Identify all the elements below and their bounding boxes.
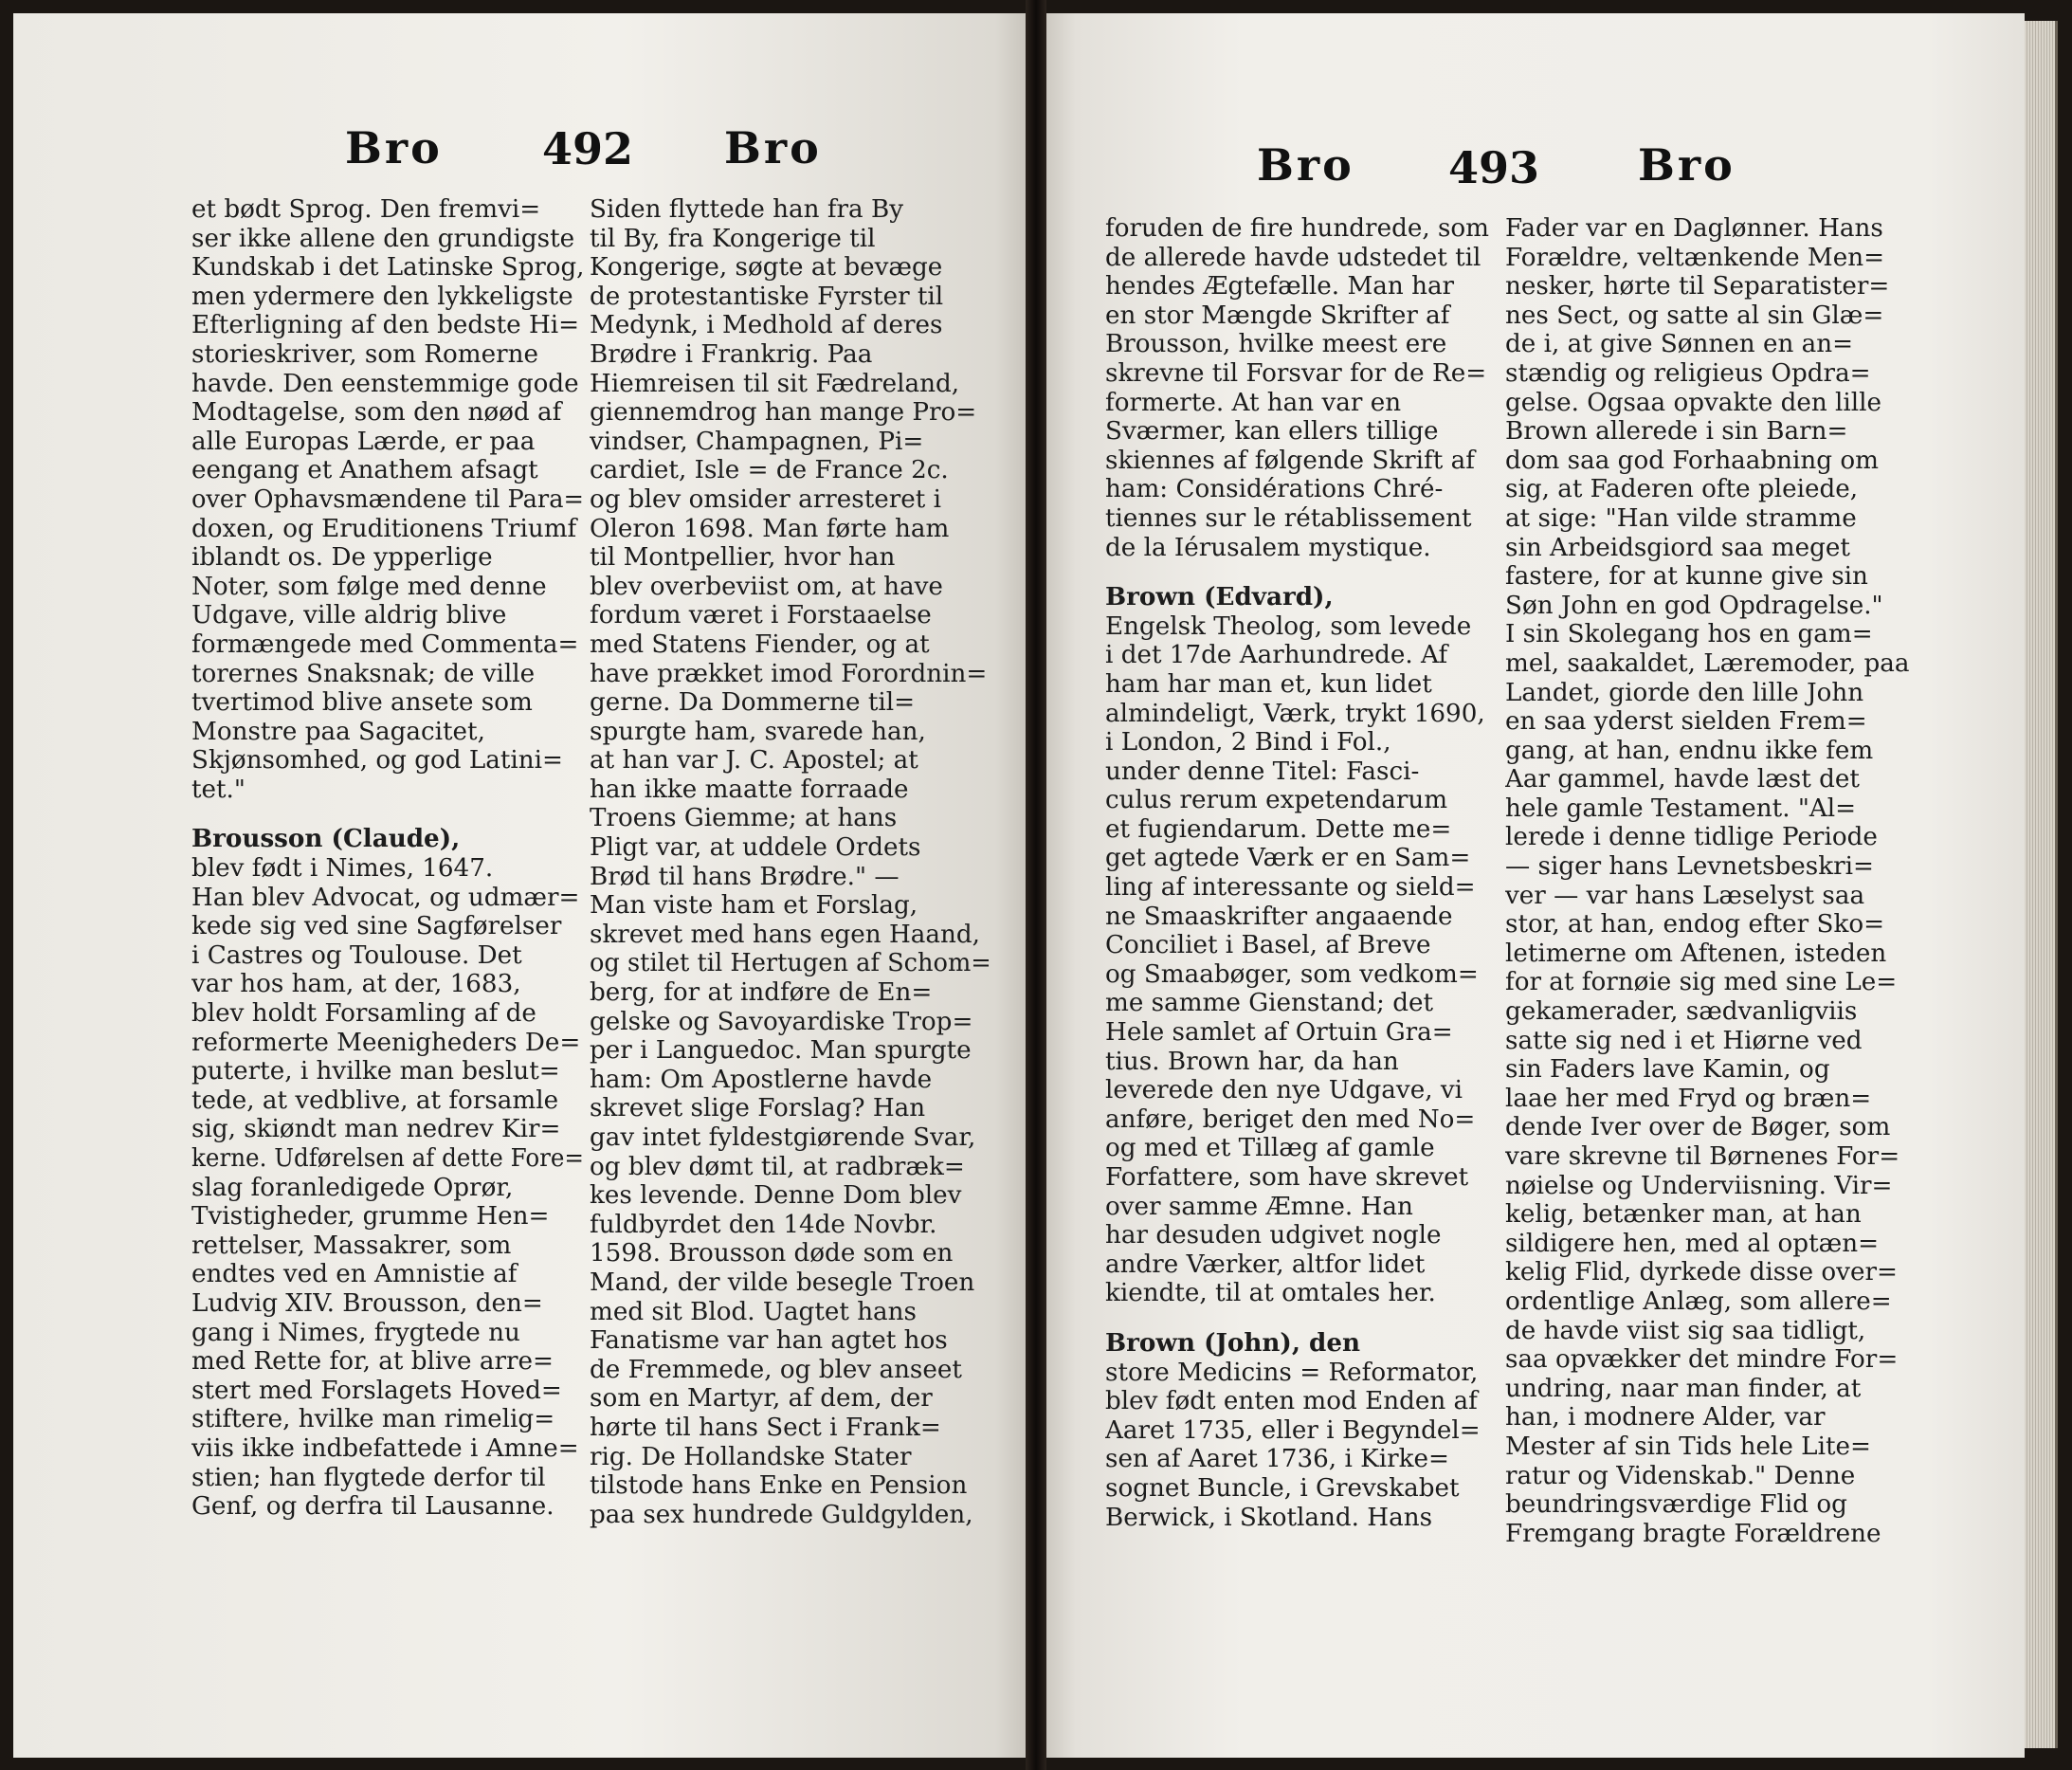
text-line: Efterligning af den bedste Hi= — [191, 311, 580, 340]
text-line: med Statens Fiender, og at — [590, 630, 930, 659]
text-line: kiendte, til at omtales her. — [1105, 1279, 1436, 1308]
right-page-column-2 — [1505, 214, 1979, 1579]
text-line: blev født i Nimes, 1647. — [191, 854, 494, 884]
text-line: nøielse og Underviisning. Vir= — [1505, 1171, 1893, 1200]
text-line: at sige: "Han vilde stramme — [1505, 503, 1857, 533]
text-line: til Montpellier, hvor han — [590, 543, 896, 573]
text-line: over samme Æmne. Han — [1105, 1192, 1413, 1221]
text-line: skrevne til Forsvar for de Re= — [1105, 358, 1487, 388]
text-line: lerede i denne tidlige Periode — [1505, 823, 1878, 852]
text-line: han, i modnere Alder, var — [1505, 1403, 1826, 1432]
text-line: spurgte ham, svarede han, — [590, 717, 926, 746]
text-line: ratur og Videnskab." Denne — [1505, 1461, 1856, 1490]
text-line: tet." — [191, 775, 245, 804]
right-page — [1046, 13, 2025, 1758]
text-line: og Smaabøger, som vedkom= — [1105, 959, 1479, 989]
text-line: Man viste ham et Forslag, — [590, 891, 918, 921]
text-line: og blev dømt til, at radbræk= — [590, 1152, 965, 1181]
left-page-column-2 — [590, 195, 997, 1570]
text-line: kerne. Udførelsen af dette Fore= — [191, 1144, 585, 1173]
text-line: Søn John en god Opdragelse." — [1505, 591, 1883, 620]
text-line: satte sig ned i et Hiørne ved — [1505, 1026, 1863, 1055]
text-line: ham: Om Apostlerne havde — [590, 1065, 933, 1094]
left-page-column-1 — [191, 195, 590, 1570]
text-line: de allerede havde udstedet til — [1105, 243, 1481, 272]
text-line: ordentlige Anlæg, som allere= — [1505, 1286, 1892, 1316]
text-line: ham har man et, kun lidet — [1105, 669, 1432, 699]
text-line: et bødt Sprog. Den fremvi= — [191, 195, 541, 224]
text-line: i det 17de Aarhundrede. Af — [1105, 641, 1448, 670]
text-line: endtes ved en Amnistie af — [191, 1260, 518, 1289]
text-line: nes Sect, og satte al sin Glæ= — [1505, 301, 1884, 330]
text-line: blev overbeviist om, at have — [590, 572, 943, 601]
text-line: stiftere, hvilke man rimelig= — [191, 1405, 555, 1434]
text-line: Berwick, i Skotland. Hans — [1105, 1503, 1433, 1532]
text-line: tius. Brown har, da han — [1105, 1047, 1399, 1076]
text-line: blev født enten mod Enden af — [1105, 1387, 1478, 1416]
text-line: I sin Skolegang hos en gam= — [1505, 620, 1873, 649]
text-line: de i, at give Sønnen en an= — [1505, 330, 1854, 359]
text-line: et fugiendarum. Dette me= — [1105, 814, 1452, 844]
text-line: Forfattere, som have skrevet — [1105, 1163, 1469, 1192]
text-line: Brød til hans Brødre." — — [590, 862, 900, 891]
text-line: ver — var hans Læselyst saa — [1505, 881, 1865, 910]
text-line: stert med Forslagets Hoved= — [191, 1376, 562, 1405]
text-line: Hiemreisen til sit Fædreland, — [590, 369, 960, 398]
text-line: Pligt var, at uddele Ordets — [590, 833, 921, 863]
text-line: tilstode hans Enke en Pension — [590, 1471, 968, 1501]
text-line: vindser, Champagnen, Pi= — [590, 427, 924, 456]
text-line: Aaret 1735, eller i Begyndel= — [1105, 1415, 1481, 1445]
text-line: Engelsk Theolog, som levede — [1105, 611, 1472, 641]
text-line: dom saa god Forhaabning om — [1505, 446, 1879, 475]
text-line: eengang et Anathem afsagt — [191, 456, 538, 485]
book-binding — [1026, 0, 1046, 1770]
left-page-header-right-word: Bro — [724, 122, 822, 173]
text-line: stor, at han, endog efter Sko= — [1505, 910, 1885, 940]
text-line: Udgave, ville aldrig blive — [191, 601, 507, 630]
text-line: undring, naar man finder, at — [1505, 1374, 1862, 1403]
left-page-header-left-word: Bro — [345, 122, 443, 173]
text-line: en saa yderst sielden Frem= — [1505, 707, 1867, 737]
text-line: mel, saakaldet, Læremoder, paa — [1505, 648, 1910, 678]
text-line: slag foranledigede Oprør, — [191, 1173, 514, 1202]
text-line: laae her med Fryd og bræn= — [1505, 1084, 1872, 1113]
entry-heading: Brown (John), den — [1105, 1327, 1361, 1358]
text-line: Siden flyttede han fra By — [590, 195, 904, 224]
text-line: kelig, betænker man, at han — [1505, 1200, 1862, 1230]
text-line: har desuden udgivet nogle — [1105, 1221, 1442, 1250]
text-line: formængede med Commenta= — [191, 630, 579, 659]
text-line: Fanatisme var han agtet hos — [590, 1326, 948, 1356]
text-line: — siger hans Levnetsbeskri= — [1505, 852, 1874, 882]
text-line: sig, at Faderen ofte pleiede, — [1505, 475, 1859, 504]
text-line: Genf, og derfra til Lausanne. — [191, 1492, 554, 1522]
text-line: beundringsværdige Flid og — [1505, 1490, 1847, 1520]
text-line: sognet Buncle, i Grevskabet — [1105, 1473, 1460, 1503]
left-page — [13, 13, 1026, 1758]
text-line: berg, for at indføre de En= — [590, 978, 933, 1008]
text-line: kede sig ved sine Sagførelser — [191, 912, 562, 941]
text-line: Monstre paa Sagacitet, — [191, 717, 485, 746]
text-line: gelske og Savoyardiske Trop= — [590, 1007, 973, 1036]
text-line: me samme Gienstand; det — [1105, 989, 1433, 1018]
text-line: Han blev Advocat, og udmær= — [191, 883, 580, 912]
text-line: store Medicins = Reformator, — [1105, 1358, 1479, 1387]
text-line: Fremgang bragte Forældrene — [1505, 1519, 1881, 1548]
text-line: ser ikke allene den grundigste — [191, 224, 575, 253]
text-line: alle Europas Lærde, er paa — [191, 427, 536, 456]
text-line: som en Martyr, af dem, der — [590, 1384, 933, 1414]
text-line: storieskriver, som Romerne — [191, 339, 538, 369]
text-line: nesker, hørte til Separatister= — [1505, 272, 1890, 301]
text-line: Kongerige, søgte at bevæge — [590, 253, 943, 283]
right-page-number: 493 — [1448, 142, 1540, 193]
text-line: viis ikke indbefattede i Amne= — [191, 1433, 579, 1463]
text-line: og med et Tillæg af gamle — [1105, 1134, 1435, 1163]
text-line: med sit Blod. Uagtet hans — [590, 1297, 917, 1326]
text-line: tede, at vedblive, at forsamle — [191, 1086, 559, 1115]
text-line: sin Faders lave Kamin, og — [1505, 1055, 1830, 1085]
text-line: hørte til hans Sect i Frank= — [590, 1413, 941, 1442]
text-line: men ydermere den lykkeligste — [191, 282, 573, 311]
text-line: tvertimod blive ansete som — [191, 688, 533, 718]
text-line: iblandt os. De ypperlige — [191, 543, 493, 573]
text-line: sin Arbeidsgiord saa meget — [1505, 533, 1850, 562]
text-line: hendes Ægtefælle. Man har — [1105, 272, 1455, 301]
text-line: Skjønsomhed, og god Latini= — [191, 746, 563, 776]
text-line: Kundskab i det Latinske Sprog, — [191, 253, 585, 283]
text-line: gelse. Ogsaa opvakte den lille — [1505, 388, 1882, 417]
text-line: kelig Flid, dyrkede disse over= — [1505, 1258, 1898, 1287]
text-line: giennemdrog han mange Pro= — [590, 398, 977, 428]
text-line: Forældre, veltænkende Men= — [1505, 243, 1885, 272]
text-line: gang, at han, endnu ikke fem — [1505, 736, 1874, 765]
text-line: fuldbyrdet den 14de Novbr. — [590, 1210, 937, 1239]
text-line: cardiet, Isle = de France 2c. — [590, 456, 949, 485]
text-line: dende Iver over de Bøger, som — [1505, 1113, 1891, 1142]
text-line: de la Iérusalem mystique. — [1105, 533, 1431, 562]
text-line: get agtede Værk er en Sam= — [1105, 844, 1471, 873]
text-line: gav intet fyldestgiørende Svar, — [590, 1123, 976, 1152]
text-line: vare skrevne til Børnenes For= — [1505, 1142, 1900, 1171]
text-line: de havde viist sig saa tidligt, — [1505, 1316, 1866, 1345]
text-line: culus rerum expetendarum — [1105, 786, 1448, 815]
entry-heading: Brown (Edvard), — [1105, 582, 1334, 612]
text-line: med Rette for, at blive arre= — [191, 1347, 554, 1377]
text-line: Brown allerede i sin Barn= — [1505, 417, 1848, 447]
text-line: almindeligt, Værk, trykt 1690, — [1105, 699, 1485, 728]
text-line: Ludvig XIV. Brousson, den= — [191, 1288, 543, 1318]
text-line: ne Smaaskrifter angaaende — [1105, 902, 1453, 931]
text-line: fordum været i Forstaaelse — [590, 601, 932, 630]
text-line: Oleron 1698. Man førte ham — [590, 514, 950, 543]
text-line: formerte. At han var en — [1105, 388, 1402, 417]
text-line: at han var J. C. Apostel; at — [590, 746, 918, 776]
text-line: Aar gammel, havde læst det — [1505, 765, 1860, 794]
text-line: skrevet slige Forslag? Han — [590, 1094, 926, 1123]
right-page-header-right-word: Bro — [1638, 139, 1736, 191]
text-line: under denne Titel: Fasci- — [1105, 757, 1420, 786]
text-line: skiennes af følgende Skrift af — [1105, 446, 1475, 475]
text-line: til By, fra Kongerige til — [590, 224, 876, 253]
text-line: de protestantiske Fyrster til — [590, 282, 944, 311]
text-line: gekamerader, sædvanligviis — [1505, 997, 1858, 1027]
text-line: stændig og religieus Opdra= — [1505, 358, 1871, 388]
text-line: doxen, og Eruditionens Triumf — [191, 514, 577, 543]
text-line: reformerte Meenigheders De= — [191, 1028, 581, 1057]
text-line: i Castres og Toulouse. Det — [191, 940, 522, 970]
text-line: gerne. Da Dommerne til= — [590, 688, 916, 718]
text-line: Tvistigheder, grumme Hen= — [191, 1202, 550, 1232]
text-line: blev holdt Forsamling af de — [191, 999, 536, 1029]
text-line: Brousson, hvilke meest ere — [1105, 330, 1447, 359]
text-line: andre Værker, altfor lidet — [1105, 1250, 1426, 1279]
text-line: Mand, der vilde besegle Troen — [590, 1268, 975, 1297]
text-line: paa sex hundrede Guldgylden, — [590, 1500, 973, 1529]
text-line: gang i Nimes, frygtede nu — [191, 1318, 520, 1347]
text-line: Noter, som følge med denne — [191, 572, 547, 601]
text-line: havde. Den eenstemmige gode — [191, 369, 579, 398]
text-line: kes levende. Denne Dom blev — [590, 1181, 962, 1211]
text-line: foruden de fire hundrede, som — [1105, 214, 1490, 243]
text-line: for at fornøie sig med sine Le= — [1505, 968, 1898, 997]
text-line: Brødre i Frankrig. Paa — [590, 339, 873, 369]
text-line: Landet, giorde den lille John — [1505, 678, 1864, 707]
left-page-number: 492 — [542, 123, 634, 174]
text-line: skrevet med hans egen Haand, — [590, 920, 980, 949]
text-line: puterte, i hvilke man beslut= — [191, 1057, 560, 1086]
text-line: sen af Aaret 1736, i Kirke= — [1105, 1445, 1449, 1474]
text-line: ling af interessante og sield= — [1105, 873, 1476, 903]
text-line: Troens Giemme; at hans — [590, 804, 898, 833]
text-line: en stor Mængde Skrifter af — [1105, 301, 1450, 330]
text-line: Medynk, i Medhold af deres — [590, 311, 943, 340]
text-line: Sværmer, kan ellers tillige — [1105, 417, 1439, 447]
text-line: leverede den nye Udgave, vi — [1105, 1076, 1463, 1105]
text-line: sig, skiøndt man nedrev Kir= — [191, 1115, 561, 1144]
text-line: Modtagelse, som den nøød af — [191, 398, 562, 428]
text-line: 1598. Brousson døde som en — [590, 1239, 954, 1268]
text-line: Conciliet i Basel, af Breve — [1105, 931, 1431, 960]
text-line: rig. De Hollandske Stater — [590, 1442, 912, 1471]
text-line: letimerne om Aftenen, isteden — [1505, 939, 1887, 968]
text-line: og stilet til Hertugen af Schom= — [590, 949, 991, 978]
text-line: fastere, for at kunne give sin — [1505, 562, 1868, 592]
text-line: Fader var en Daglønner. Hans — [1505, 214, 1883, 243]
text-line: tiennes sur le rétablissement — [1105, 503, 1472, 533]
text-line: stien; han flygtede derfor til — [191, 1463, 546, 1492]
text-line: over Ophavsmændene til Para= — [191, 484, 584, 514]
text-line: Hele samlet af Ortuin Gra= — [1105, 1018, 1453, 1048]
text-line: sildigere hen, med al optæn= — [1505, 1229, 1880, 1258]
right-page-header-left-word: Bro — [1257, 139, 1354, 191]
text-line: torernes Snaksnak; de ville — [191, 659, 536, 688]
entry-heading: Brousson (Claude), — [191, 824, 461, 854]
text-line: anføre, beriget den med No= — [1105, 1104, 1476, 1134]
text-line: og blev omsider arresteret i — [590, 484, 941, 514]
page-stack-edge — [2025, 21, 2058, 1748]
text-line: i London, 2 Bind i Fol., — [1105, 728, 1391, 757]
text-line: have prækket imod Forordnin= — [590, 659, 988, 688]
text-line: rettelser, Massakrer, som — [191, 1231, 512, 1260]
text-line: Mester af sin Tids hele Lite= — [1505, 1432, 1871, 1461]
paragraph-gap — [191, 804, 590, 825]
text-line: han ikke maatte forraade — [590, 775, 909, 804]
text-line: ham: Considérations Chré- — [1105, 475, 1444, 504]
text-line: per i Languedoc. Man spurgte — [590, 1036, 972, 1066]
text-line: saa opvækker det mindre For= — [1505, 1345, 1899, 1375]
text-line: de Fremmede, og blev anseet — [590, 1355, 962, 1384]
text-line: hele gamle Testament. "Al= — [1505, 794, 1857, 823]
text-line: var hos ham, at der, 1683, — [191, 970, 521, 999]
